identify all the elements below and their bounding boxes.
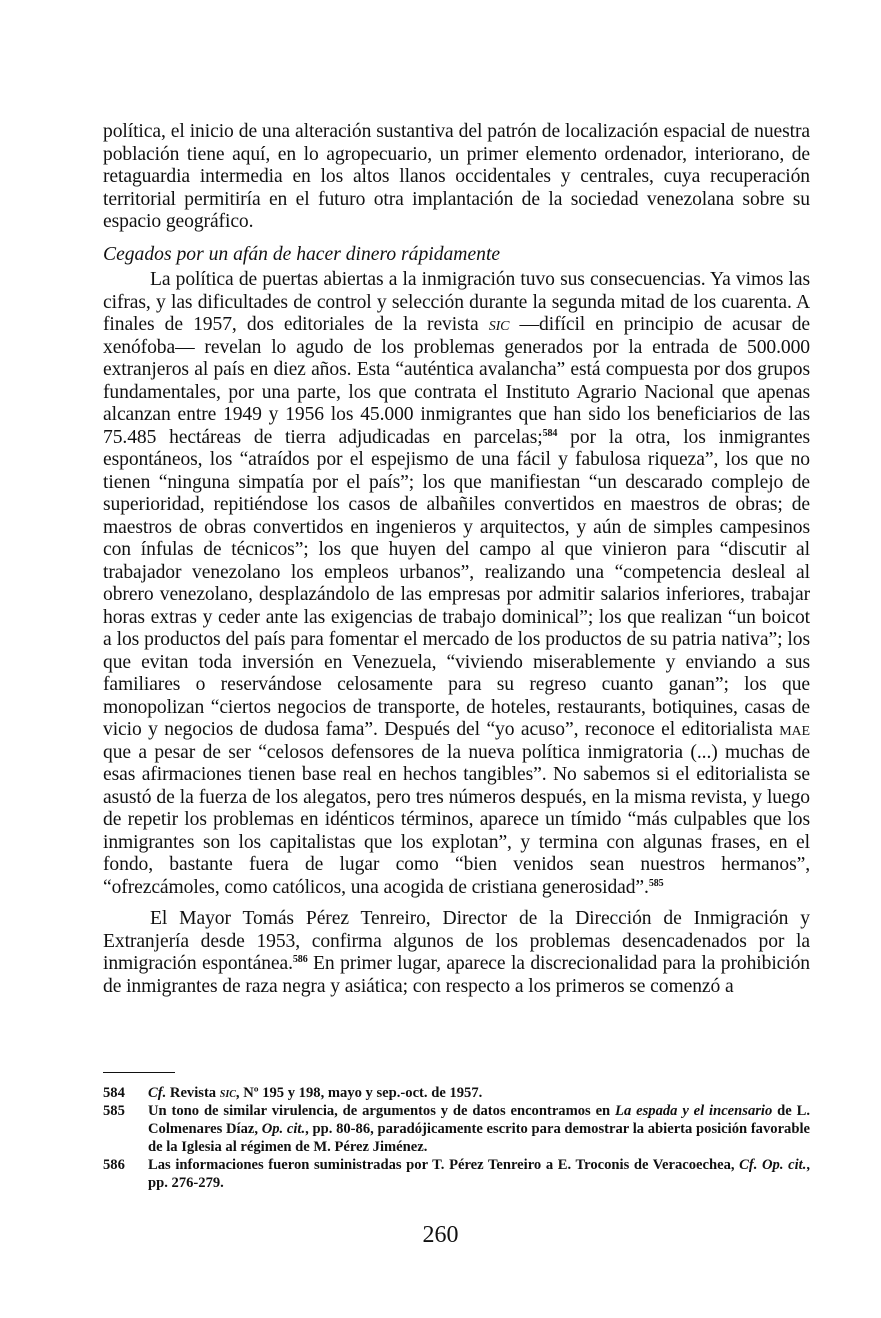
text-run: El Mayor Tomás Pérez Tenreiro, Director de la Dirección de Inmigración y Extranjería desde 1953, confirma algunos de los problemas desencadenados por la inmigración espontánea. (103, 908, 810, 974)
text-run: En primer lugar, aparece la discrecionalidad para la prohibición de inmigrantes de raza negra y asiática; con respecto a los primeros se comenzó a (103, 953, 811, 997)
page-body (103, 121, 810, 998)
footnote-number: 585 (103, 1103, 125, 1119)
footnote-separator (103, 1072, 175, 1073)
footnote-ref-586[interactable]: 586 (292, 954, 308, 965)
text-run: Op. cit. (261, 1121, 306, 1137)
footnote-ref-584[interactable]: 584 (542, 427, 558, 439)
footnote-text (148, 1084, 810, 1102)
text-run: Las informaciones fueron suministradas por T. Pérez Tenreiro a E. Troconis de Veracoechea, (148, 1157, 740, 1173)
paragraph-perez-tenreiro (103, 908, 810, 998)
footnote-585 (103, 1102, 810, 1156)
text-run: Cf. (148, 1085, 167, 1101)
text-run: que a pesar de ser “celosos defensores de la nueva política inmigratoria (...) muchas de esas afirmaciones tienen base real en hechos tangibles”. No sabemos si el editorialista se asustó de la fuerza de los alegatos, pero tres números después, en la misma revista, y luego de repetir los problemas en idénticos términos, aparece un tímido “más culpables que los inmigrantes son los capitalistas que los explotan”, y termina con algunas frases, en el fondo, bastante fuera de lugar como “bien venidos sean nuestros hermanos”, “ofrezcámoles, como católicos, una acogida de cristiana generosidad”. (103, 741, 810, 898)
text-run: , Nº 195 y 198, mayo y sep.-oct. de 1957. (235, 1085, 483, 1101)
text-run: Un tono de similar virulencia, de argumentos y de datos encontramos en (148, 1103, 616, 1119)
footnote-ref-585[interactable]: 585 (648, 877, 664, 889)
footnote-number: 586 (103, 1157, 125, 1173)
text-run: Revista (166, 1085, 220, 1101)
journal-name-sic: sic (488, 314, 510, 335)
footnote-number: 584 (103, 1085, 125, 1101)
text-run: Cf. Op. cit. (739, 1157, 807, 1173)
text-run: —difícil en principio de acusar de xenófoba— revelan lo agudo de los problemas generados por la entrada de 500.000 extranjeros al país en diez años. Esta “auténtica avalancha” está compuesta por dos grupos fundamentales, por una parte, los que contrata el Instituto Agrario Nacional que apenas alcanzan entre 1949 y 1956 los 45.000 inmigrantes que han sido los beneficiarios de las 75.485 hectáreas de tierra adjudicadas en parcelas; (103, 314, 811, 448)
page-number: 260 (422, 1222, 459, 1248)
footnote-586 (103, 1156, 810, 1192)
paragraph-continuation: política, el inicio de una alteración sustantiva del patrón de localización espacial de nuestra población tiene aquí, en lo agropecuario, un primer elemento ordenador, interiorano, de retaguardia intermedia en los altos llanos occidentales y centrales, cuya recuperación territorial permitiría en el futuro otra implantación de la sociedad venezolana sobre su espacio geográfico. (103, 121, 810, 232)
text-run: La política de puertas abiertas a la inmigración tuvo sus consecuencias. Ya vimos las cifras, y las dificultades de control y selección durante la segunda mitad de los cuarenta. A finales de 1957, dos editoriales de la revista (103, 269, 810, 335)
footnote-text (148, 1102, 810, 1156)
footnote-584 (103, 1084, 810, 1102)
journal-name-sic: sic (219, 1085, 236, 1101)
footnote-text (148, 1156, 810, 1192)
text-run: de L. Colmenares Díaz, (148, 1103, 810, 1137)
section-heading: Cegados por un afán de hacer dinero rápidamente (103, 243, 501, 265)
paragraph-immigration-policy (103, 269, 810, 899)
text-run: por la otra, los inmigrantes espontáneos, los “atraídos por el espejismo de una fácil y fabulosa riqueza”, los que no tienen “ninguna simpatía por el país”; los que manifiestan “un descarado complejo de superioridad, repitiéndose los casos de albañiles convertidos en maestros de obras; de maestros de obras convertidos en ingenieros y arquitectos, y aún de simples campesinos con ínfulas de técnicos”; los que huyen del campo al que vinieron para “discutir al trabajador venezolano los empleos urbanos”, realizando una “competencia desleal al obrero venezolano, desplazándolo de las empresas por admitir salarios inferiores, trabajar horas extras y ceder ante las exigencias de trabajo dominical”; los que realizan “un boicot a los productos del país para fomentar el mercado de los productos de su patria nativa”; los que evitan toda inversión en Venezuela, “viviendo miserablemente y enviando a sus familiares o reservándose celosamente para su regreso cuanto ganan”; los que monopolizan “ciertos negocios de transporte, de hoteles, restaurants, botiquines, casas de vicio y negocios de dudosa fama”. Después del “yo acuso”, reconoce el editorialista (103, 426, 810, 740)
text-run: , pp. 80-86, paradójicamente escrito para demostrar la abierta posición favorable de la Iglesia al régimen de M. Pérez Jiménez. (148, 1121, 810, 1155)
editorialist-initials: mae (779, 719, 810, 740)
text-run: , pp. 276-279. (148, 1157, 810, 1191)
book-title: La espada y el incensario (615, 1103, 773, 1119)
footnotes (103, 1084, 810, 1192)
